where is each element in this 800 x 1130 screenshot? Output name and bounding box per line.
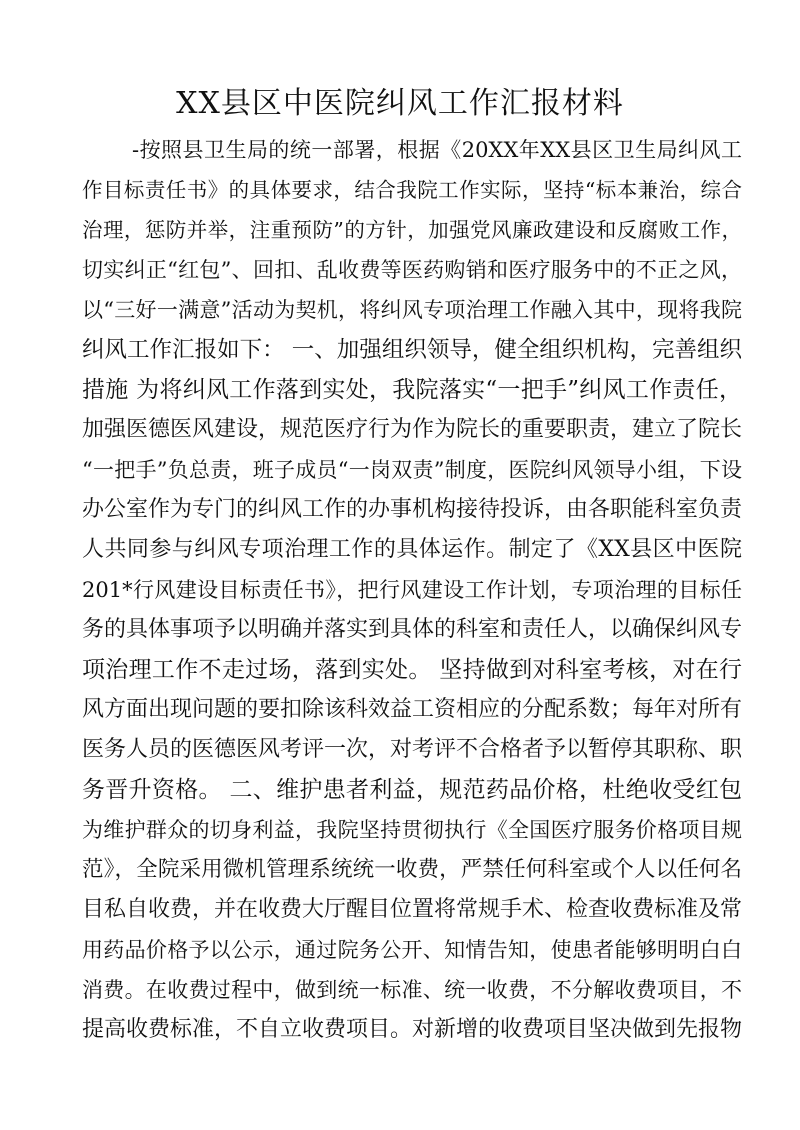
body-line: 项治理工作不走过场，落到实处。 坚持做到对科室考核，对在行 [82, 657, 742, 683]
body-line: 务的具体事项予以明确并落实到具体的科室和责任人，以确保纠风专 [82, 617, 742, 642]
body-line: 治理，惩防并举，注重预防”的方针，加强党风廉政建设和反腐败工作， [82, 218, 742, 242]
body-line: 办公室作为专门的纠风工作的办事机构接待投诉，由各职能科室负责 [82, 497, 742, 522]
body-line: 作目标责任书》的具体要求，结合我院工作实际，坚持“标本兼治，综合 [82, 178, 742, 202]
body-line: 措施 为将纠风工作落到实处，我院落实“一把手”纠风工作责任， [82, 377, 742, 403]
body-line: 人共同参与纠风专项治理工作的具体运作。制定了《XX县区中医院 [82, 537, 742, 562]
document-title: XX县区中医院纠风工作汇报材料 [176, 86, 624, 121]
body-line: 以“三好一满意”活动为契机，将纠风专项治理工作融入其中，现将我院 [82, 298, 742, 322]
body-line: 医务人员的医德医风考评一次，对考评不合格者予以暂停其职称、职 [82, 737, 742, 762]
body-line: 提高收费标准，不自立收费项目。对新增的收费项目坚决做到先报物 [82, 1017, 742, 1042]
body-line: 纠风工作汇报如下： 一、加强组织领导，健全组织机构，完善组织 [82, 337, 742, 363]
body-line: 用药品价格予以公示，通过院务公开、知情告知，使患者能够明明白白 [82, 938, 742, 962]
body-line: 加强医德医风建设，规范医疗行为作为院长的重要职责，建立了院长 [82, 417, 742, 442]
body-line: 范》，全院采用微机管理系统统一收费，严禁任何科室或个人以任何名 [82, 857, 742, 882]
body-line: 目私自收费，并在收费大厅醒目位置将常规手术、检查收费标准及常 [82, 897, 742, 922]
body-line: -按照县卫生局的统一部署，根据《20XX年XX县区卫生局纠风工 [132, 138, 742, 162]
body-line: 201*行风建设目标责任书》，把行风建设工作计划，专项治理的目标任 [82, 578, 742, 602]
body-line: 消费。在收费过程中，做到统一标准、统一收费，不分解收费项目，不 [82, 978, 742, 1002]
body-line: 风方面出现问题的要扣除该科效益工资相应的分配系数；每年对所有 [82, 697, 742, 722]
body-line: “一把手”负总责，班子成员“一岗双责”制度，医院纠风领导小组，下设 [82, 458, 742, 482]
body-line: 务晋升资格。 二、维护患者利益，规范药品价格，杜绝收受红包 [82, 777, 742, 803]
body-line: 为维护群众的切身利益，我院坚持贯彻执行《全国医疗服务价格项目规 [82, 818, 742, 842]
body-line: 切实纠正“红包”、回扣、乱收费等医药购销和医疗服务中的不正之风， [82, 258, 742, 282]
